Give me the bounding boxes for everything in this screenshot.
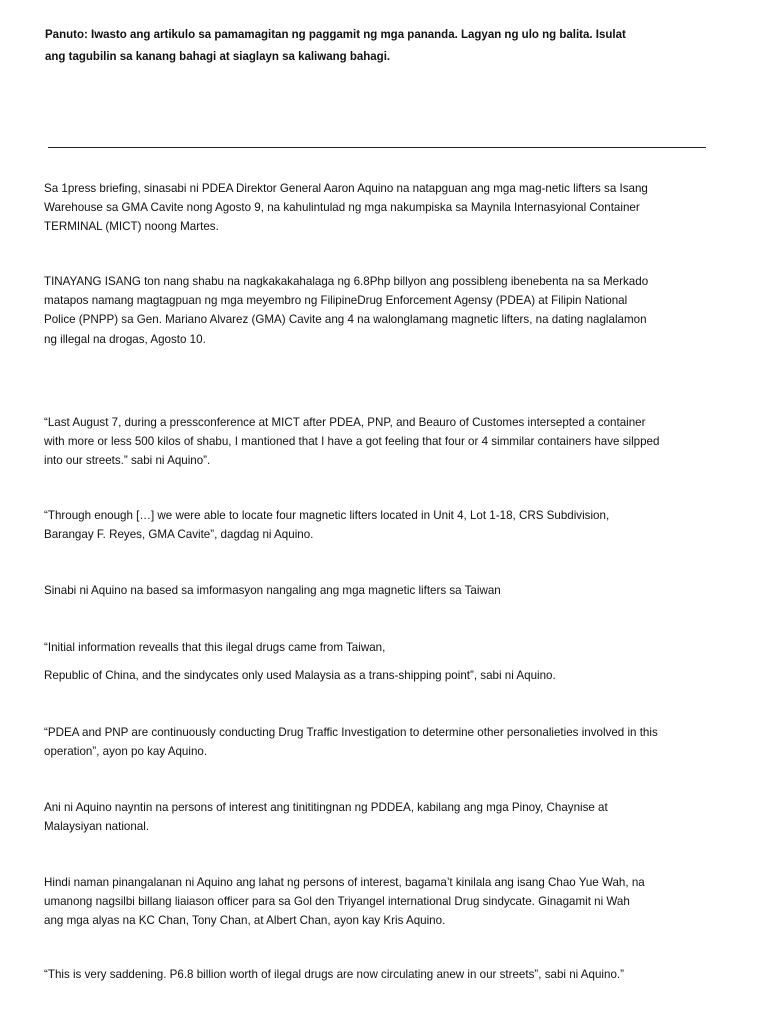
paragraph-line: Malaysiyan national. [44,820,150,834]
paragraph-9 [44,798,734,836]
paragraph-line: “This is very saddening. P6.8 billion worth of ilegal drugs are now circulating anew in our streets”, sabi ni Aquino.” [44,968,624,981]
paragraph-2 [44,272,734,349]
paragraph-line: “Initial information revealls that this ilegal drugs came from Taiwan, [44,641,386,654]
paragraph-1 [44,179,734,237]
paragraph-line: with more or less 500 kilos of shabu, I mantioned that I have a got feeling that four or 4 simmilar containers have silpped [44,435,660,449]
headline-line [48,147,706,148]
instruction-line-1: Panuto: Iwasto ang artikulo sa pamamagitan ng paggamit ng mga pananda. Lagyan ng ulo ng balita. Isulat [45,29,626,41]
paragraph-line: “Last August 7, during a pressconference at MICT after PDEA, PNP, and Beauro of Customes intersepted a container [44,416,646,429]
paragraph-5 [44,581,734,600]
instructions [45,25,735,68]
paragraph-line: Hindi naman pinangalanan ni Aquino ang lahat ng persons of interest, bagama’t kinilala ang isang Chao Yue Wah, na [44,876,645,889]
paragraph-8 [44,723,734,761]
paragraph-line: “Through enough […] we were able to locate four magnetic lifters located in Unit 4, Lot 1-18, CRS Subdivision, [44,509,610,522]
paragraph-line: ang mga alyas na KC Chan, Tony Chan, at Albert Chan, ayon kay Kris Aquino. [44,914,446,928]
paragraph-line: umanong nagsilbi billang liaiason officer para sa Gol den Triyangel international Drug sindycate. Ginagamit ni Wah [44,895,630,909]
paragraph-line: Barangay F. Reyes, GMA Cavite”, dagdag ni Aquino. [44,528,314,542]
paragraph-line: Police (PNPP) sa Gen. Mariano Alvarez (GMA) Cavite ang 4 na walonglamang magnetic lifters, na dating naglalamon [44,313,647,327]
paragraph-line: Ani ni Aquino nayntin na persons of interest ang tinititingnan ng PDDEA, kabilang ang mga Pinoy, Chaynise at [44,801,608,814]
paragraph-7 [44,666,734,685]
paragraph-line: “PDEA and PNP are continuously conducting Drug Traffic Investigation to determine other personalieties involved in this [44,726,658,739]
paragraph-3 [44,413,734,471]
paragraph-line: Sinabi ni Aquino na based sa imformasyon nangaling ang mga magnetic lifters sa Taiwan [44,584,501,597]
paragraph-6 [44,638,734,657]
paragraph-line: TINAYANG ISANG ton nang shabu na nagkakakahalaga ng 6.8Php billyon ang possibleng ibenebenta na sa Merkado [44,275,649,288]
paragraph-line: matapos namang magtagpuan ng mga meyembro ng FilipineDrug Enforcement Agensy (PDEA) at Filipin National [44,294,628,308]
paragraph-line: ng illegal na drogas, Agosto 10. [44,332,206,346]
instruction-line-2: ang tagubilin sa kanang bahagi at siaglayn sa kaliwang bahagi. [45,50,391,63]
paragraph-line: Republic of China, and the sindycates only used Malaysia as a trans-shipping point”, sabi ni Aquino. [44,669,556,682]
paragraph-line: Warehouse sa GMA Cavite nong Agosto 9, na kahulintulad ng mga nakumpiska sa Maynila Internasyional Container [44,201,640,215]
paragraph-line: TERMINAL (MICT) noong Martes. [44,220,219,234]
paragraph-line: into our streets.” sabi ni Aquino”. [44,454,211,468]
paragraph-10 [44,873,734,931]
paragraph-11 [44,965,734,984]
paragraph-line: operation”, ayon po kay Aquino. [44,745,208,759]
paragraph-4 [44,506,734,544]
paragraph-line: Sa 1press briefing, sinasabi ni PDEA Direktor General Aaron Aquino na natapguan ang mga mag-netic lifters sa Isang [44,182,648,195]
